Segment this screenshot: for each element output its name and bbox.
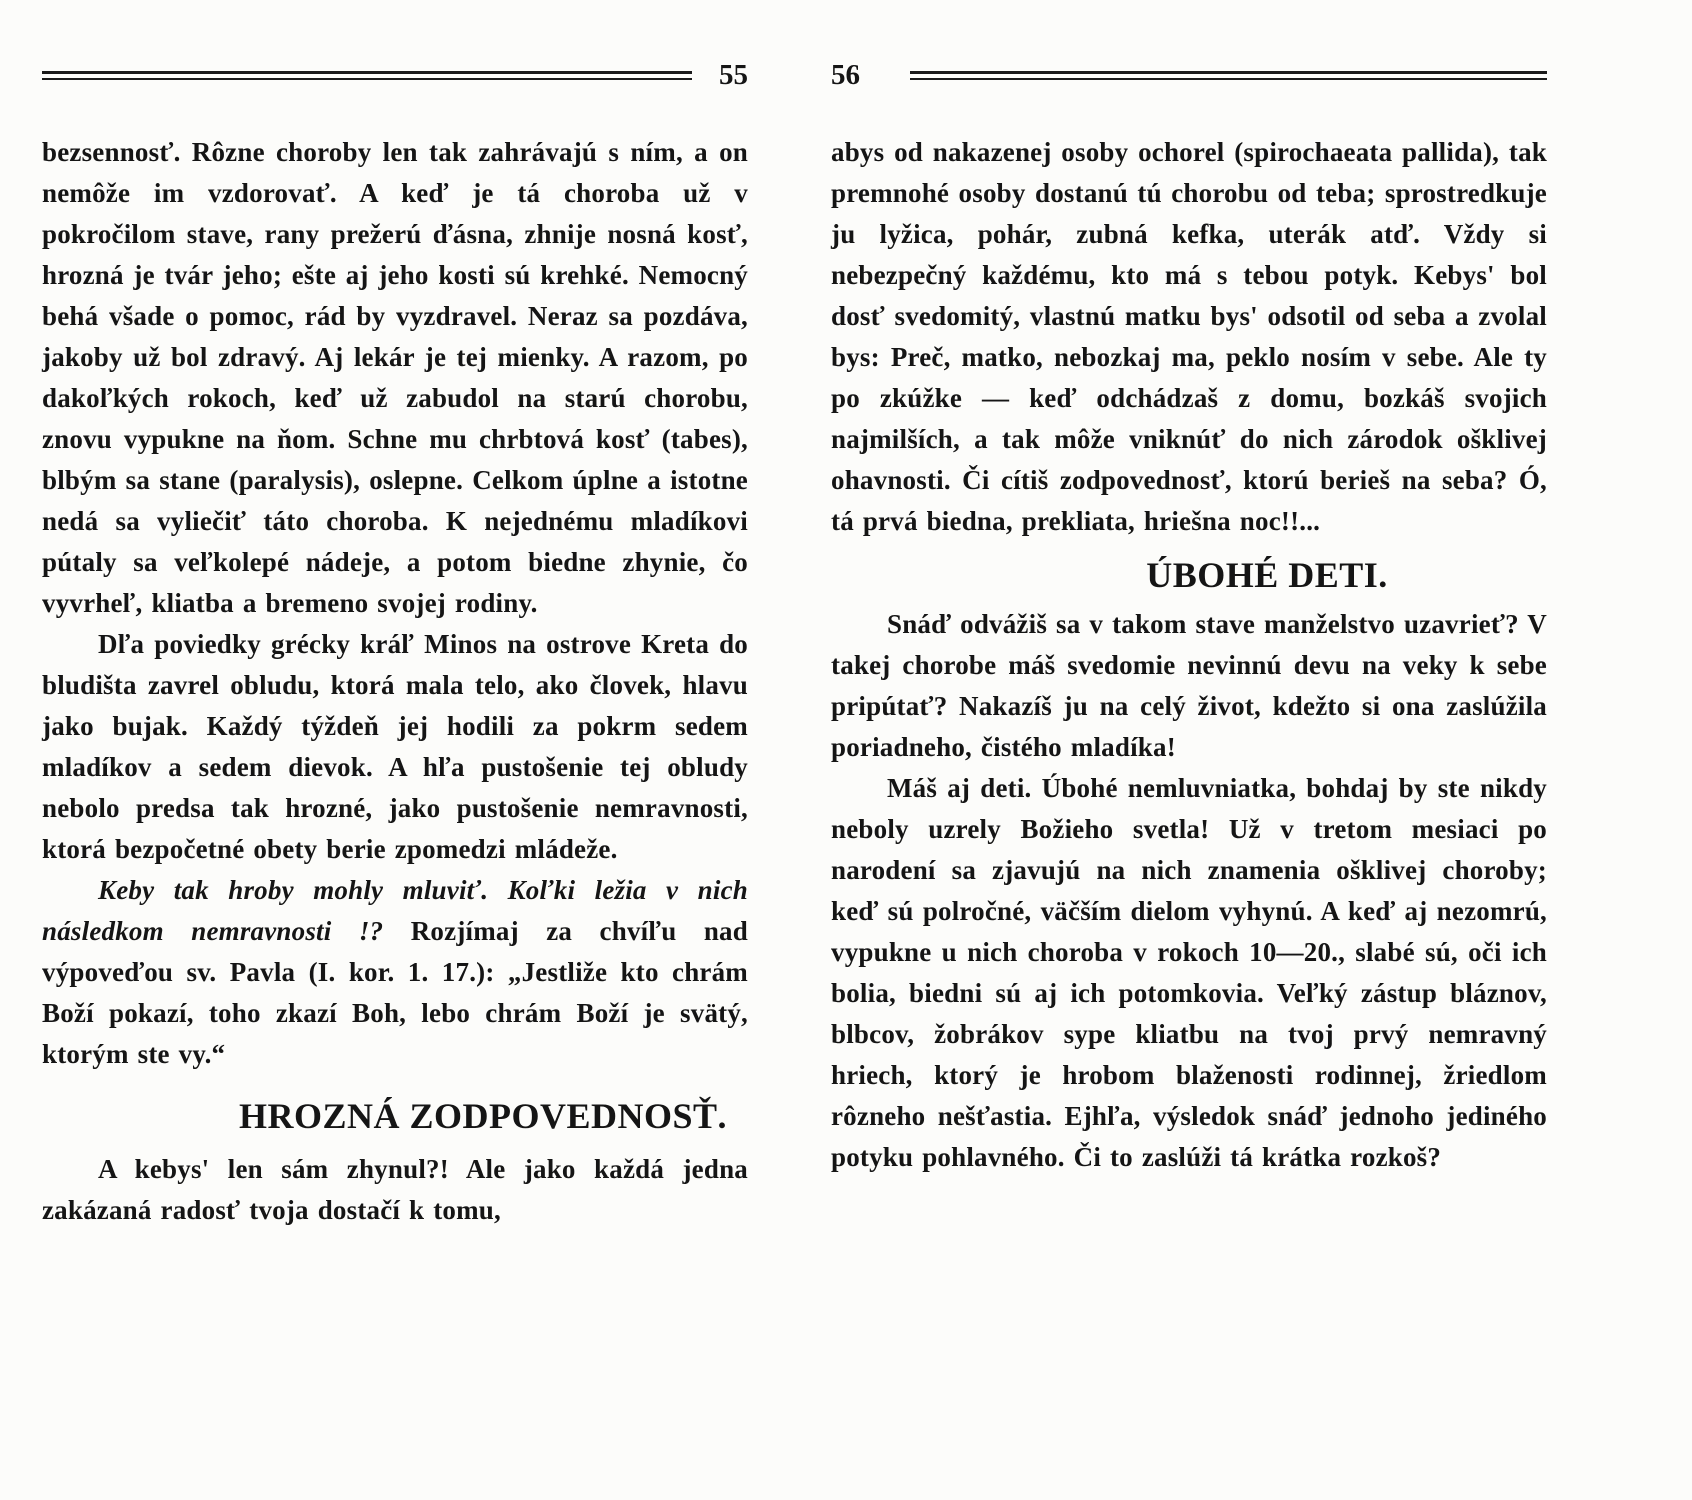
- section-heading: HROZNÁ ZODPOVEDNOSŤ.: [238, 1096, 728, 1136]
- paragraph-continuation: abys od nakazenej osoby ochorel (spirochaeata pallida), tak premnohé osoby dostanú tú chorobu od teba; sprostredkuje ju lyžica, pohár, zubná kefka, uterák atď. Vždy si nebezpečný každému, kto má s tebou potyk. Kebys' bol dosť svedomitý, vlastnú matku bys' odsotil od seba a zvolal bys: Preč, matko, nebozkaj ma, peklo nosím v sebe. Ale ty po zkúžke — keď odchádzaš z domu, bozkáš svojich najmilších, a tak môže vniknúť do nich zárodok ošklivej ohavnosti. Či cítiš zodpovednosť, ktorú berieš na seba? Ó, tá prvá biedna, prekliata, hriešna noc!!...: [831, 137, 1547, 536]
- paragraph: Máš aj deti. Úbohé nemluvniatka, bohdaj by ste nikdy neboly uzrely Božieho svetla! Už v tretom mesiaci po narodení sa zjavujú na nich znamenia ošklivej choroby; keď sú polročné, väčším dielom vyhynú. A keď aj nezomrú, vypukne u nich choroba v rokoch 10—20., slabé sú, oči ich bolia, biedni sú aj ich potomkovia. Veľký zástup bláznov, blbcov, žobrákov sype kliatbu na tvoj prvý nemravný hriech, ktorý je hrobom blaženosti rodinnej, žriedlom rôzneho nešťastia. Ejhľa, výsledok snáď jednoho jediného potyku pohlavného. Či to zaslúži tá krátka rozkoš?: [831, 773, 1547, 1172]
- page-header-left: [42, 60, 748, 90]
- page-header-right: [831, 60, 1547, 90]
- header-double-rule: [42, 71, 692, 80]
- paragraph-mixed: [42, 870, 748, 1075]
- paragraph: A kebys' len sám zhynul?! Ale jako každá jedna zakázaná radosť tvoja dostačí k tomu,: [42, 1154, 748, 1225]
- page-56: [831, 0, 1547, 1178]
- page-body-right: [831, 132, 1547, 1178]
- page-body-left: [42, 132, 748, 1231]
- paragraph-text: Rozjímaj za chvíľu nad výpoveďou sv. Pavla (I. kor. 1. 17.): „Jestliže kto chrám Boží pokazí, toho zkazí Boh, lebo chrám Boží je svätý, ktorým ste vy.“: [42, 916, 748, 1069]
- page-number: 55: [719, 58, 748, 91]
- italic-passage: Keby tak hroby mohly mluviť. Koľki ležia v nich následkom nemravnosti !?: [42, 875, 748, 946]
- paragraph: Snáď odvážiš sa v takom stave manželstvo uzavrieť? V takej chorobe máš svedomie nevinnú devu na veky k sebe pripútať? Nakazíš ju na celý život, kdežto si ona zaslúžila poriadneho, čistého mladíka!: [831, 609, 1547, 762]
- paragraph: Dľa poviedky grécky kráľ Minos na ostrove Kreta do bludišta zavrel obludu, ktorá mala telo, ako človek, hlavu jako bujak. Každý týždeň jej hodili za pokrm sedem mladíkov a sedem dievok. A hľa pustošenie tej obludy nebolo predsa tak hrozné, jako pustošenie nemravnosti, ktorá bezpočetné obety berie zpomedzi mládeže.: [42, 629, 748, 864]
- page-number: 56: [831, 58, 860, 91]
- section-heading: ÚBOHÉ DETI.: [1146, 555, 1388, 595]
- page-55: [42, 0, 748, 1231]
- paragraph-continuation: bezsennosť. Rôzne choroby len tak zahrávajú s ním, a on nemôže im vzdorovať. A keď je tá choroba už v pokročilom stave, rany prežerú ďásna, zhnije nosná kosť, hrozná je tvár jeho; ešte aj jeho kosti sú krehké. Nemocný behá všade o pomoc, rád by vyzdravel. Neraz sa pozdáva, jakoby už bol zdravý. Aj lekár je tej mienky. A razom, po dakoľkých rokoch, keď už zabudol na starú chorobu, znovu vypukne na ňom. Schne mu chrbtová kosť (tabes), blbým sa stane (paralysis), oslepne. Celkom úplne a istotne nedá sa vyliečiť táto choroba. K nejednému mladíkovi pútaly sa veľkolepé nádeje, a potom biedne zhynie, čo vyvrheľ, kliatba a bremeno svojej rodiny.: [42, 137, 748, 618]
- header-double-rule: [910, 71, 1547, 80]
